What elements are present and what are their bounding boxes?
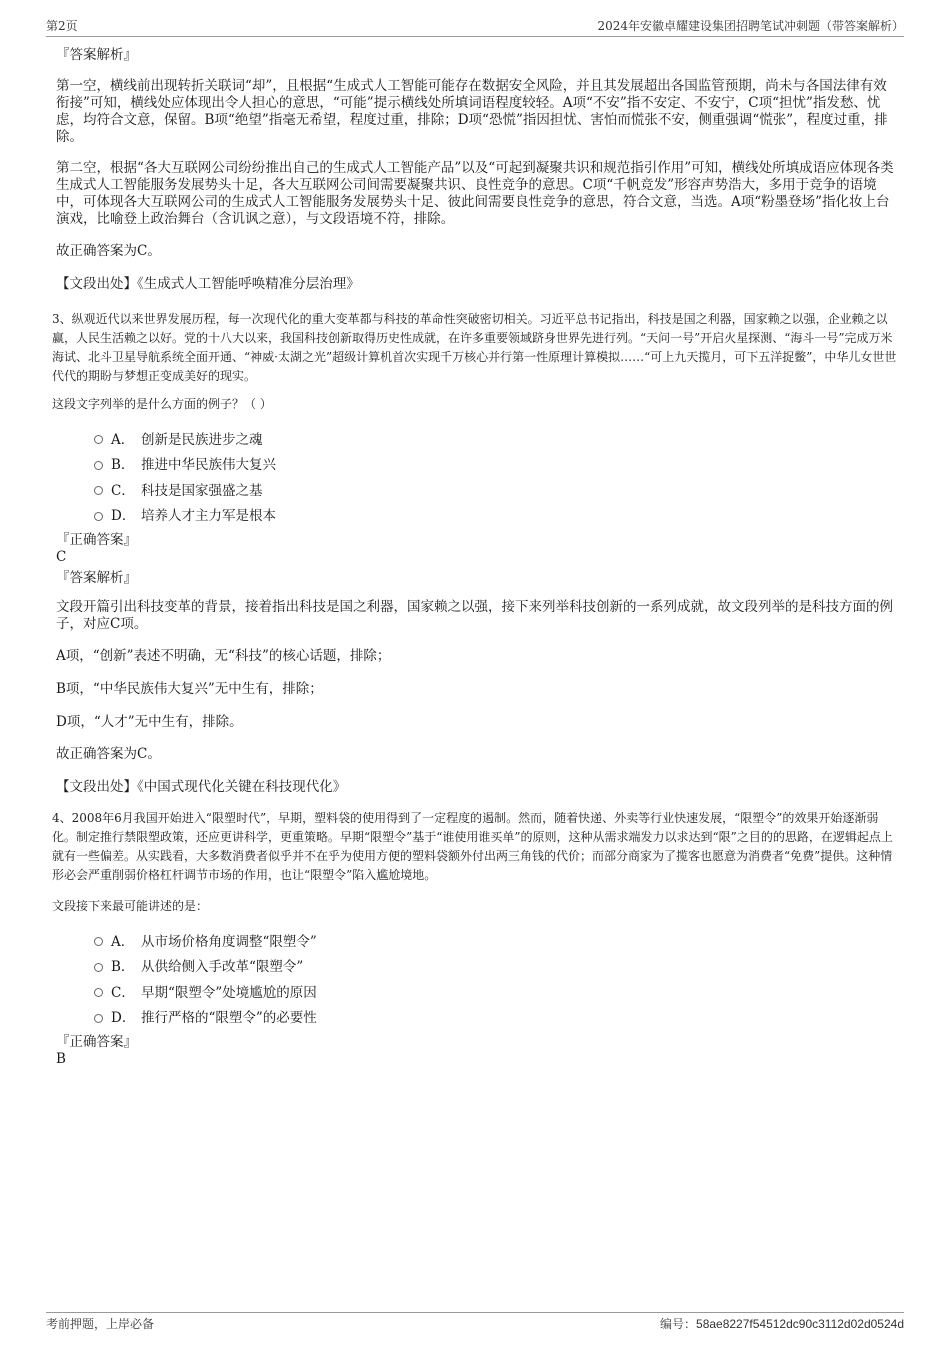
option-text: 创新是民族进步之魂 [141,431,263,448]
document-code [660,1315,904,1332]
question-4-text: 4、2008年6月我国开始进入“限塑时代”，早期，塑料袋的使用得到了一定程度的遏制。然而，随着快递、外卖等行业快速发展，“限塑令”的效果开始逐渐弱化。制定推行禁限塑政策，还应更讲科学，更重策略。早期“限塑令”基于“谁使用谁买单”的原则，这种从需求端发力以求达到“限”之目的的思路，在逻辑起点上就有一些偏差。从实践看，大多数消费者似乎并不在乎为使用方便的塑料袋额外付出两三角钱的代价；而部分商家为了揽客也愿意为消费者“免费”提供。这种情形必会严重削弱价格杠杆调节市场的作用，也让“限塑令”陷入尴尬境地。 [52,811,893,882]
option-text: 早期“限塑令”处境尴尬的原因 [141,984,317,1001]
option-d[interactable] [94,502,898,528]
option-letter: C． [111,482,135,499]
question-4-options [56,927,898,1029]
option-text: 科技是国家强盛之基 [141,482,263,499]
option-c[interactable] [94,978,898,1004]
source-citation: 【文段出处】《中国式现代化关键在科技现代化》 [56,779,347,795]
code-label: 编号： [660,1317,697,1331]
analysis-paragraph-2: 第二空，根据“各大互联网公司纷纷推出自己的生成式人工智能产品”以及“可起到凝聚共识和规范指引作用”可知，横线处所填成语应体现各类生成式人工智能服务发展势头十足，各大互联网公司间需要凝聚共识、良性竞争的意思。C项“千帆竞发”形容声势浩大，多用于竞争的语境中，可体现各大互联网公司的生成式人工智能服务发展势头十足、彼此间需要良性竞争的意思，符合文意，当选。A项“粉墨登场”指化妆上台演戏，比喻登上政治舞台（含讥讽之意），与文段语境不符，排除。 [56,160,894,227]
option-letter: A． [111,933,135,950]
option-a[interactable] [94,927,898,953]
option-b[interactable] [94,451,898,477]
option-letter: D． [111,1010,136,1027]
question-3-text: 3、纵观近代以来世界发展历程，每一次现代化的重大变革都与科技的革命性突破密切相关。习近平总书记指出，科技是国之利器，国家赖之以强，企业赖之以赢，人民生活赖之以好。党的十八大以来，我国科技创新取得历史性成就，在许多重要领域跻身世界先进行列。“天问一号”开启火星探测、“海斗一号”完成万米海试、北斗卫星导航系统全面开通、“神威·太湖之光”超级计算机首次实现千万核心并行第一性原理计算模拟……“可上九天揽月，可下五洋捉鳖”，中华儿女世世代代的期盼与梦想正变成美好的现实。 [52,312,897,383]
radio-icon[interactable] [94,988,103,997]
page-header [46,14,904,37]
radio-icon[interactable] [94,512,103,521]
analysis-line-d: D项，“人才”无中生有，排除。 [56,714,243,730]
document-title: 2024年安徽卓耀建设集团招聘笔试冲刺题（带答案解析） [597,19,904,33]
option-letter: A． [111,431,135,448]
option-letter: B． [111,959,135,976]
option-letter: C． [111,984,135,1001]
option-d[interactable] [94,1004,898,1030]
code-value: 58ae8227f54512dc90c3112d02d0524d [696,1317,904,1331]
analysis-line-a: A项，“创新”表述不明确，无“科技”的核心话题，排除； [56,648,391,664]
analysis-paragraph: 文段开篇引出科技变革的背景，接着指出科技是国之利器，国家赖之以强，接下来列举科技创新的一系列成就，故文段列举的是科技方面的例子，对应C项。 [56,599,893,632]
option-c[interactable] [94,476,898,502]
document-body [52,44,898,1068]
option-text: 从供给侧入手改革“限塑令” [141,959,304,976]
page-number: 第2页 [46,19,78,33]
option-text: 从市场价格角度调整“限塑令” [141,933,317,950]
correct-answer-label: 『正确答案』 [56,532,137,548]
option-a[interactable] [94,425,898,451]
radio-icon[interactable] [94,461,103,470]
analysis-label: 『答案解析』 [56,47,137,63]
question-3-prompt: 这段文字列举的是什么方面的例子？（ ） [52,397,272,411]
footer-slogan: 考前押题，上岸必备 [46,1317,155,1331]
answer-conclusion: 故正确答案为C。 [56,746,161,762]
radio-icon[interactable] [94,937,103,946]
radio-icon[interactable] [94,486,103,495]
option-text: 培养人才主力军是根本 [141,508,276,525]
correct-answer-label: 『正确答案』 [56,1034,137,1050]
source-citation: 【文段出处】《生成式人工智能呼唤精准分层治理》 [56,276,360,292]
correct-answer-value: B [56,1051,66,1067]
option-text: 推进中华民族伟大复兴 [141,457,276,474]
option-letter: B． [111,457,135,474]
analysis-label: 『答案解析』 [56,570,137,586]
page-footer [46,1312,904,1335]
analysis-line-b: B项，“中华民族伟大复兴”无中生有，排除； [56,681,323,697]
analysis-paragraph-1: 第一空，横线前出现转折关联词“却”，且根据“生成式人工智能可能存在数据安全风险，并且其发展超出各国监管预期，尚未与各国法律有效衔接”可知，横线处应体现出令人担心的意思，“可能”提示横线处所填词语程度较轻。A项“不安”指不安定、不安宁，C项“担忧”指发愁、忧虑，均符合文意，保留。B项“绝望”指毫无希望，程度过重，排除；D项“恐慌”指因担忧、害怕而慌张不安，侧重强调“慌张”，程度过重，排除。 [56,78,888,145]
radio-icon[interactable] [94,963,103,972]
question-4-prompt: 文段接下来最可能讲述的是： [52,899,209,913]
option-text: 推行严格的“限塑令”的必要性 [141,1010,317,1027]
option-b[interactable] [94,953,898,979]
correct-answer-value: C [56,549,67,565]
option-letter: D． [111,508,136,525]
question-3-options [56,425,898,527]
radio-icon[interactable] [94,435,103,444]
radio-icon[interactable] [94,1014,103,1023]
answer-conclusion: 故正确答案为C。 [56,243,161,259]
